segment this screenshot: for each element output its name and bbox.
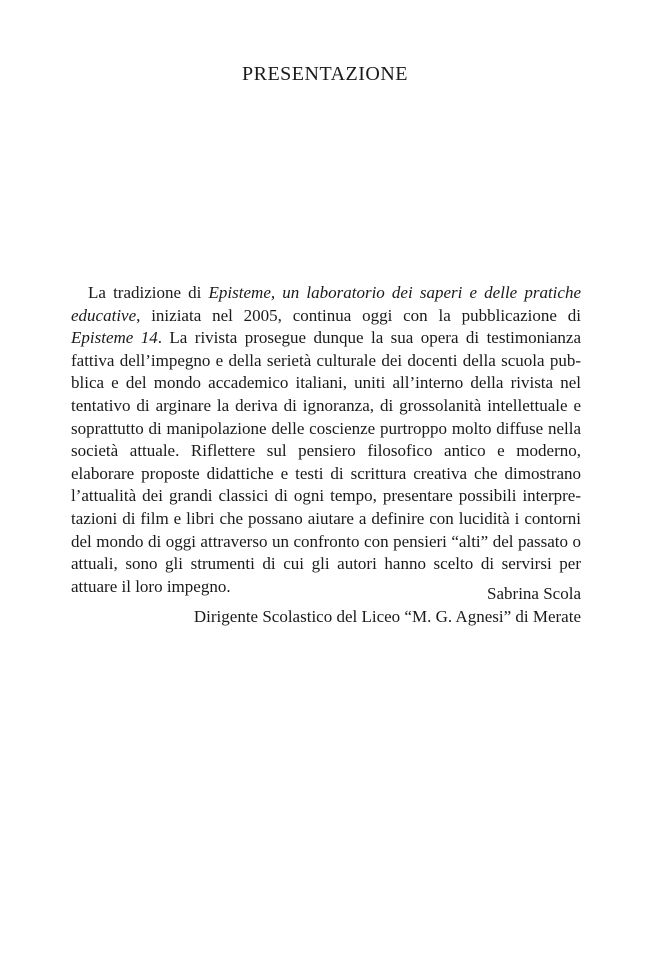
paragraph-segment-italic: Episteme 14	[71, 328, 158, 348]
body-paragraph	[71, 282, 581, 598]
signature-name: Sabrina Scola	[487, 584, 581, 603]
paragraph-segment: , iniziata nel 2005, continua oggi con la pubblicazione di	[136, 305, 581, 325]
paragraph-segment-italic: Episteme, un laboratorio dei saperi e delle pratiche educative	[71, 283, 581, 325]
signature-role: Dirigente Scolastico del Liceo “M. G. Agnesi” di Merate	[193, 606, 581, 626]
page-title: PRESENTAZIONE	[241, 63, 408, 85]
paragraph-segment: . La rivista prosegue dunque la sua opera di testimonianza fattiva dell’impegno e della serietà culturale dei docenti della scuola pubblica e del mondo accademico italiani, uniti all’interno della rivista nel tentativo di arginare la deriva di ignoranza, di grossolanità intellettuale e soprattutto di manipolazione delle coscienze purtroppo molto diffuse nella società attuale. Riflettere sul pensiero filosofico antico e moderno, elaborare proposte didattiche e testi di scrittura creativa che dimostrano l’attualità dei grandi classici di ogni tempo, presentare possibili interpretazioni di film e libri che possano aiutare a definire con lucidità i contorni del mondo di oggi attraverso un confronto con pensieri “alti” del passato o attuali, sono gli strumenti di cui gli autori hanno scelto di servirsi per attuare il loro impegno.	[71, 328, 581, 596]
paragraph-segment: La tradizione di	[88, 283, 209, 302]
signature-block	[71, 583, 581, 628]
